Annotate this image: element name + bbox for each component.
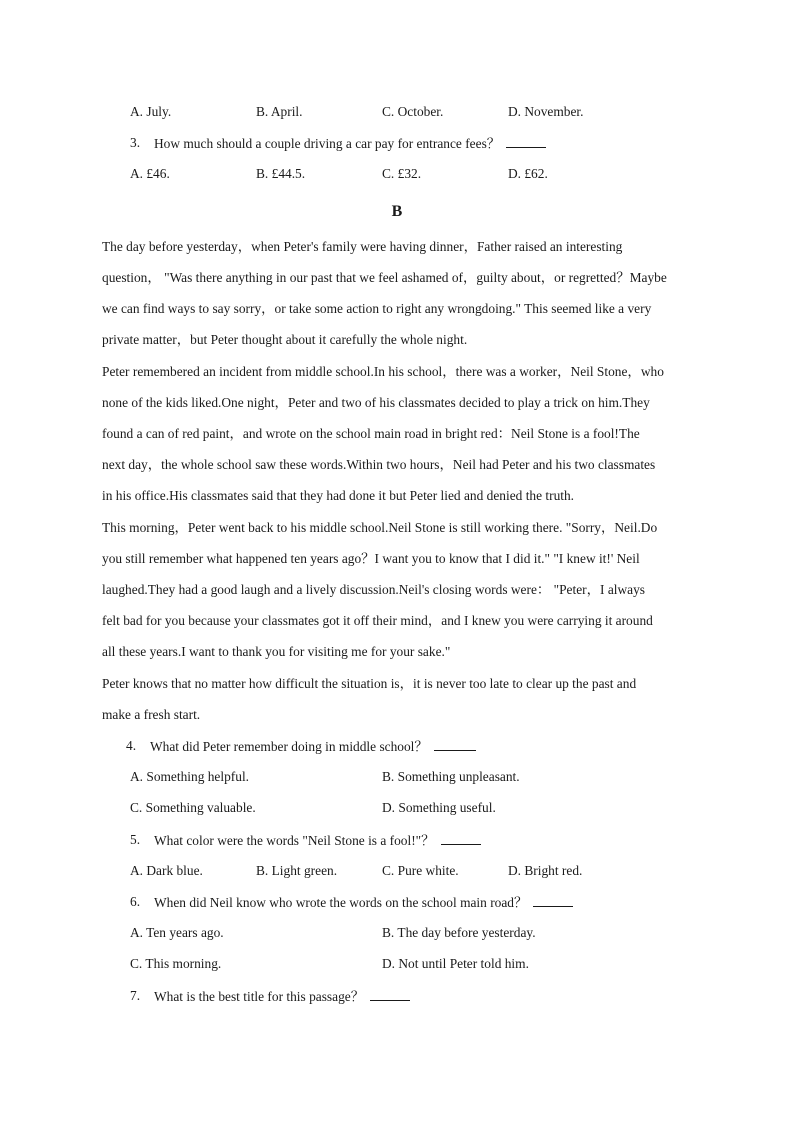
passage-line: felt bad for you because your classmates got it off their mind，and I knew you were carrying it around (102, 613, 653, 628)
q3-text: How much should a couple driving a car pay for entrance fees？ (154, 136, 501, 151)
q3-option-b: B. £44.5. (256, 166, 306, 181)
passage-line: question， "Was there anything in our past that we feel ashamed of，guilty about，or regretted？Maybe (102, 270, 667, 285)
q2-option-a: A. July. (130, 104, 172, 119)
q4-number: 4. (126, 738, 137, 753)
q4-option-d: D. Something useful. (382, 800, 496, 815)
q5-stem (154, 832, 481, 849)
q4-option-c: C. Something valuable. (130, 800, 256, 815)
q2-option-b: B. April. (256, 104, 303, 119)
q7-text: What is the best title for this passage？ (154, 989, 365, 1004)
q3-option-c: C. £32. (382, 166, 422, 181)
q5-number: 5. (130, 832, 141, 847)
q5-text: What color were the words "Neil Stone is a fool!"？ (154, 833, 435, 848)
passage-line: private matter，but Peter thought about it carefully the whole night. (102, 332, 468, 347)
q3-answer-blank[interactable] (506, 135, 546, 148)
q6-option-b: B. The day before yesterday. (382, 925, 536, 940)
q5-option-c: C. Pure white. (382, 863, 459, 878)
q5-option-a: A. Dark blue. (130, 863, 203, 878)
q5-answer-blank[interactable] (441, 832, 481, 845)
passage-line: The day before yesterday，when Peter's family were having dinner，Father raised an interesting (102, 239, 623, 254)
passage-line: we can find ways to say sorry，or take some action to right any wrongdoing." This seemed like a very (102, 301, 652, 316)
q3-number: 3. (130, 135, 141, 150)
q4-option-b: B. Something unpleasant. (382, 769, 520, 784)
passage-line: Peter remembered an incident from middle school.In his school，there was a worker，Neil Stone，who (102, 364, 664, 379)
passage-line: next day，the whole school saw these words.Within two hours，Neil had Peter and his two classmates (102, 457, 656, 472)
section-title: B (391, 203, 403, 220)
q7-number: 7. (130, 988, 141, 1003)
passage-line: all these years.I want to thank you for visiting me for your sake." (102, 644, 451, 659)
passage-line: found a can of red paint，and wrote on the school main road in bright red：Neil Stone is a fool!The (102, 426, 640, 441)
q6-option-c: C. This morning. (130, 956, 222, 971)
passage-line: none of the kids liked.One night，Peter and two of his classmates decided to play a trick on him.They (102, 395, 650, 410)
q5-option-d: D. Bright red. (508, 863, 583, 878)
q7-answer-blank[interactable] (370, 988, 410, 1001)
passage-line: Peter knows that no matter how difficult the situation is，it is never too late to clear up the past and (102, 676, 637, 691)
q3-option-a: A. £46. (130, 166, 170, 181)
q6-number: 6. (130, 894, 141, 909)
q3-option-d: D. £62. (508, 166, 548, 181)
q6-answer-blank[interactable] (533, 894, 573, 907)
passage-line: you still remember what happened ten years ago？I want you to know that I did it." "I knew it!' Neil (102, 551, 640, 566)
q2-option-c: C. October. (382, 104, 444, 119)
q6-option-d: D. Not until Peter told him. (382, 956, 529, 971)
q2-option-d: D. November. (508, 104, 584, 119)
q6-option-a: A. Ten years ago. (130, 925, 224, 940)
q6-text: When did Neil know who wrote the words on the school main road？ (154, 895, 528, 910)
q4-stem (150, 738, 476, 755)
passage-line: make a fresh start. (102, 707, 201, 722)
passage-line: in his office.His classmates said that they had done it but Peter lied and denied the truth. (102, 488, 575, 503)
q5-option-b: B. Light green. (256, 863, 338, 878)
q7-stem (154, 988, 410, 1005)
q4-option-a: A. Something helpful. (130, 769, 250, 784)
passage-line: This morning，Peter went back to his middle school.Neil Stone is still working there. "Sorry，Neil.Do (102, 520, 658, 535)
q4-text: What did Peter remember doing in middle school？ (150, 739, 428, 754)
q3-stem (154, 135, 546, 152)
passage-line: laughed.They had a good laugh and a lively discussion.Neil's closing words were： "Peter，I always (102, 582, 646, 597)
q6-stem (154, 894, 573, 911)
q4-answer-blank[interactable] (434, 738, 476, 751)
